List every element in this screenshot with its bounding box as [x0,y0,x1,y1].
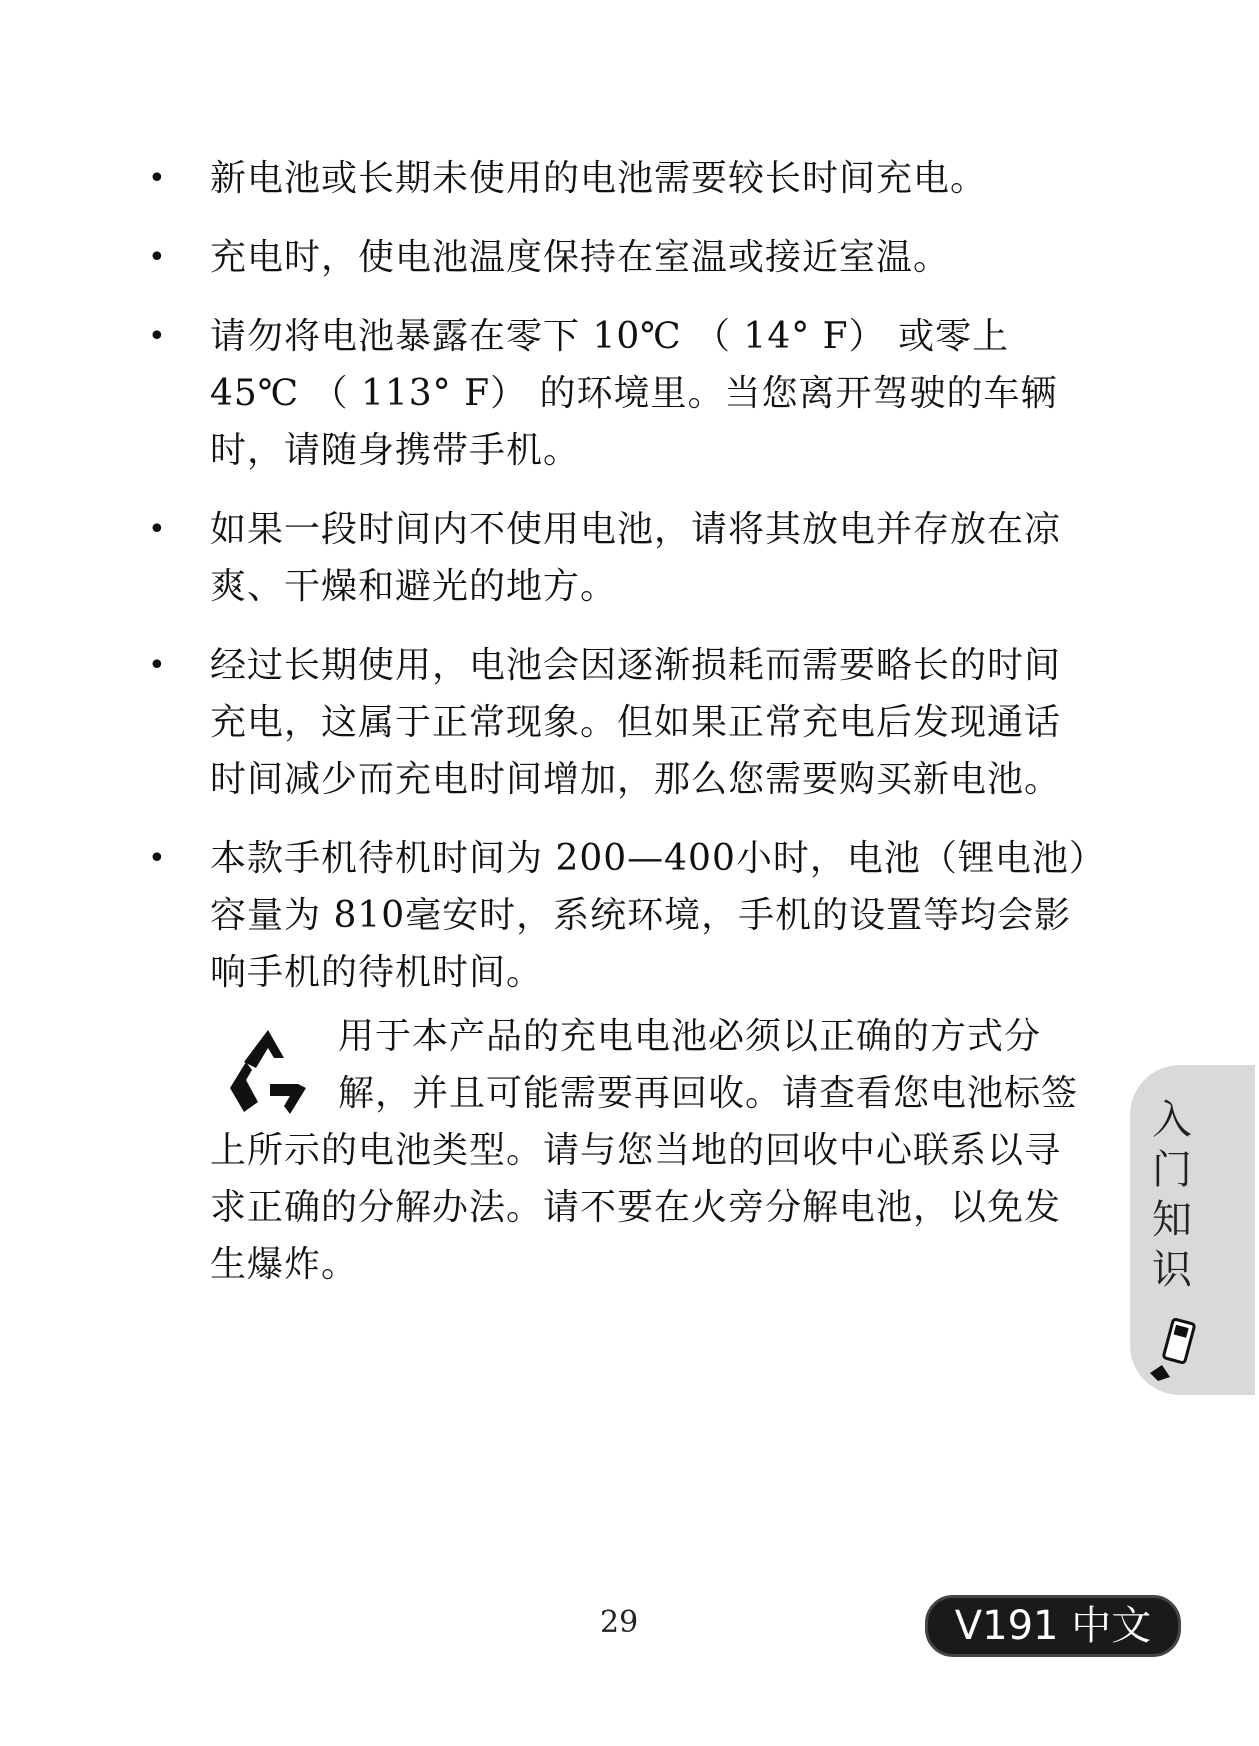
mobile-phone-icon [1140,1315,1210,1385]
section-tab-label: 入门知识 [1152,1097,1192,1293]
list-item [148,229,1088,286]
section-tab [1130,1065,1255,1395]
recycle-note [210,1008,1090,1293]
bullet-text: 新电池或长期未使用的电池需要较长时间充电。 [210,158,988,199]
bullet-text: 充电时，使电池温度保持在室温或接近室温。 [210,237,951,278]
bullet-text: 如果一段时间内不使用电池，请将其放电并存放在凉爽、干燥和避光的地方。 [210,509,1062,607]
list-item [148,830,1088,1001]
recycle-note-text: 用于本产品的充电电池必须以正确的方式分解，并且可能需要再回收。请查看您电池标签上所示的电池类型。请与您当地的回收中心联系以寻求正确的分解办法。请不要在火旁分解电池，以免发生爆炸。 [210,1016,1079,1285]
bullet-dot: • [148,841,167,876]
bullet-list [148,150,1088,1023]
bullet-dot: • [148,319,167,354]
bullet-dot: • [148,240,167,275]
bullet-text: 本款手机待机时间为 200—400小时，电池（锂电池）容量为 810毫安时，系统环境，手机的设置等均会影响手机的待机时间。 [210,838,1088,993]
list-item [148,501,1088,615]
bullet-text: 请勿将电池暴露在零下 10℃ （ 14° F） 或零上 45℃ （ 113° F） 的环境里。当您离开驾驶的车辆时，请随身携带手机。 [210,316,1058,471]
list-item [148,308,1088,479]
list-item [148,150,1088,207]
bullet-dot: • [148,161,167,196]
model-badge: V191 中文 [925,1595,1181,1657]
bullet-dot: • [148,512,167,547]
bullet-dot: • [148,648,167,683]
bullet-text: 经过长期使用，电池会因逐渐损耗而需要略长的时间充电，这属于正常现象。但如果正常充电后发现通话时间减少而充电时间增加，那么您需要购买新电池。 [210,645,1062,800]
recycle-icon [218,1022,318,1122]
page-number: 29 [600,1605,639,1640]
list-item [148,637,1088,808]
